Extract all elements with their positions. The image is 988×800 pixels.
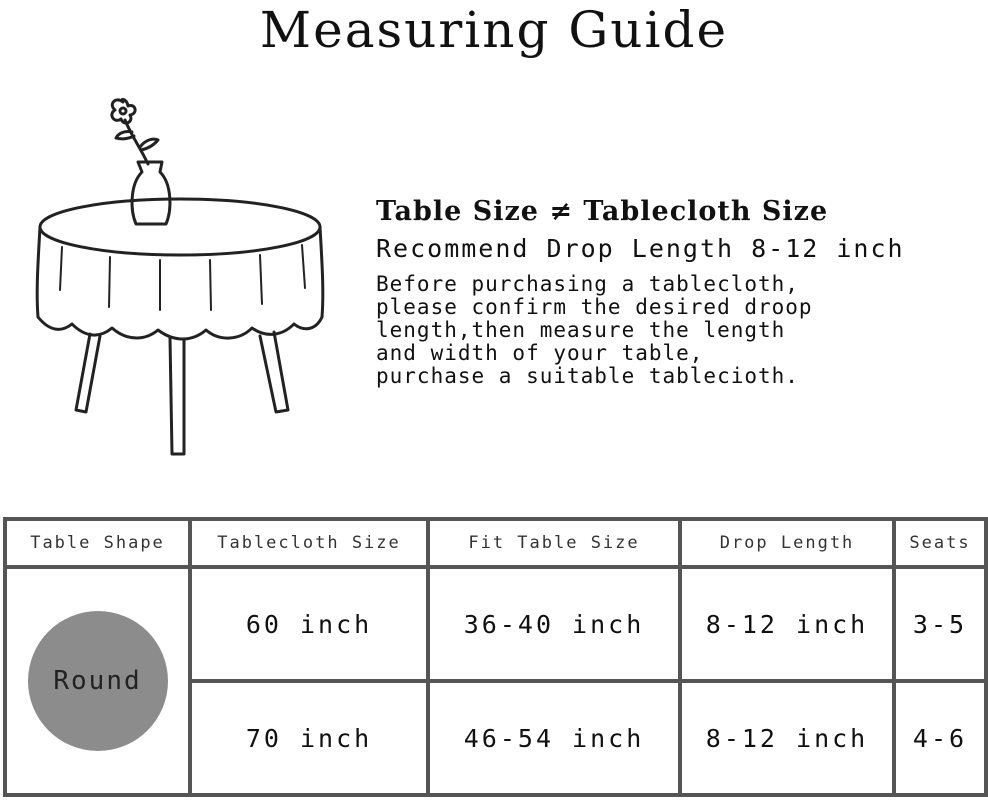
tablecloth-size-cell: 60 inch: [190, 567, 428, 681]
seats-cell: 4-6: [894, 681, 986, 795]
round-shape-badge: [28, 611, 168, 751]
info-body-line: purchase a suitable tablecioth.: [376, 364, 799, 388]
table-header-row: [5, 519, 986, 567]
header-seats: Seats: [894, 519, 986, 567]
drop-length-cell: 8-12 inch: [680, 681, 894, 795]
page-title: Measuring Guide: [259, 1, 729, 59]
header-drop-length: Drop Length: [680, 519, 894, 567]
size-table: [3, 517, 988, 797]
round-table-with-vase-icon: [20, 92, 340, 462]
header-tablecloth-size: Tablecloth Size: [190, 519, 428, 567]
table-row: [5, 567, 986, 681]
header-table-shape: Table Shape: [5, 519, 190, 567]
fit-table-size-cell: 46-54 inch: [428, 681, 680, 795]
info-subheading: Recommend Drop Length 8-12 inch: [376, 234, 905, 263]
info-body-line: and width of your table,: [376, 341, 704, 365]
seats-cell: 3-5: [894, 567, 986, 681]
info-block: [376, 195, 976, 388]
info-body-line: length,then measure the length: [376, 318, 786, 342]
shape-cell: [5, 567, 190, 795]
info-body-line: Before purchasing a tablecloth,: [376, 272, 799, 296]
round-shape-label: Round: [53, 666, 142, 696]
info-heading: Table Size ≠ Tablecloth Size: [376, 196, 829, 227]
info-body: [376, 273, 976, 388]
tablecloth-size-cell: 70 inch: [190, 681, 428, 795]
header-fit-table-size: Fit Table Size: [428, 519, 680, 567]
fit-table-size-cell: 36-40 inch: [428, 567, 680, 681]
info-body-line: please confirm the desired droop: [376, 295, 813, 319]
drop-length-cell: 8-12 inch: [680, 567, 894, 681]
